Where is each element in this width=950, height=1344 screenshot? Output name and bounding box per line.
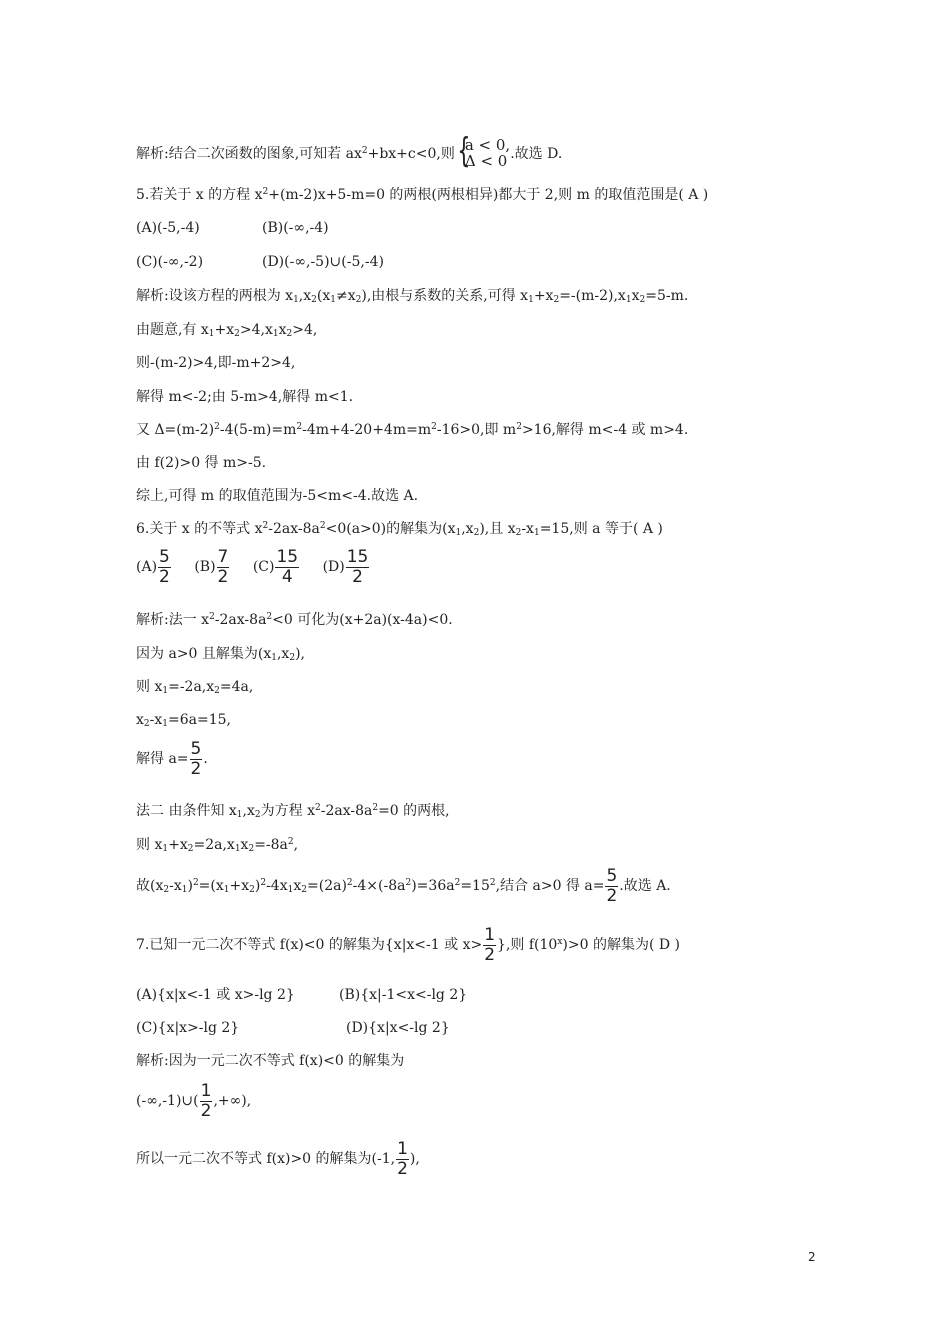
solution-7-line-2: (-∞,-1)∪( $\frac{1}{2}$ ,+∞),	[136, 1081, 252, 1121]
solution-7-line-3: 所以一元二次不等式 f(x)>0 的解集为(-1, $\frac{1}{2}$ ),	[136, 1139, 420, 1179]
solution-4-line: 解析:结合二次函数的图象,可知若 $ax^2+bx+c<0$,则 { a < 0, Δ < 0 .故选 D.	[136, 131, 563, 171]
fraction: $\frac{1}{2}$	[200, 1081, 212, 1121]
question-7-options-row1	[136, 988, 467, 1002]
fraction: $\frac{1}{2}$	[397, 1139, 408, 1179]
question-7-options-row2	[136, 1021, 450, 1035]
question-6-options	[136, 548, 370, 586]
option-b: (B){x|-1<x<-lg 2}	[339, 987, 468, 1003]
option-d: (D)(-∞,-5)∪(-5,-4)	[262, 254, 384, 270]
solution-6-line-7: 则 $x_1+x_2=2a,x_1x_2=-8a^2$,	[136, 837, 299, 854]
fraction: $\frac{7}{2}$	[217, 547, 229, 587]
option-b: (B)(-∞,-4)	[262, 220, 329, 236]
solution-6-line-8: 故$(x_2-x_1)^2=(x_1+x_2)^2-4x_1x_2=(2a)^2-4\times(-8a^2)=36a^2=15^2$,结合 a>0 得 a= $\frac{5}{2}$ .故选 A.	[136, 866, 671, 906]
fraction: $\frac{15}{4}$	[276, 547, 299, 587]
solution-5-line-3: 则-(m-2)>4,即-m+2>4,	[136, 355, 296, 371]
option-b: (B) $\frac{7}{2}$	[194, 547, 229, 587]
option-c: (C) $\frac{15}{4}$	[252, 547, 299, 587]
option-c: (C)(-∞,-2)	[136, 254, 204, 270]
question-6: 6.关于 x 的不等式 $x^2-2ax-8a^2<0(a>0)$的解集为$(x_1,x_2)$,且 $x_2-x_1=15$,则 a 等于( A )	[136, 521, 663, 538]
solution-5-line-2: 由题意,有 $x_1+x_2>4,x_1x_2>4$,	[136, 322, 318, 339]
solution-5-line-4: 解得 m<-2;由 5-m>4,解得 m<1.	[136, 389, 354, 405]
page-number: 2	[808, 1250, 816, 1264]
solution-6-line-6: 法二 由条件知 $x_1,x_2$为方程 $x^2-2ax-8a^2=0$ 的两根,	[136, 803, 450, 820]
solution-5-line-6: 由 f(2)>0 得 m>-5.	[136, 455, 267, 471]
solution-6-line-2: 因为 a>0 且解集为$(x_1,x_2)$,	[136, 646, 305, 663]
fraction: $\frac{5}{2}$	[159, 547, 170, 587]
option-a: (A) $\frac{5}{2}$	[136, 547, 170, 587]
solution-6-line-3: 则 $x_1=-2a,x_2=4a$,	[136, 679, 254, 696]
solution-6-line-1: 解析:法一 $x^2-2ax-8a^2<0$ 可化为(x+2a)(x-4a)<0.	[136, 612, 453, 628]
solution-5-line-7: 综上,可得 m 的取值范围为-5<m<-4.故选 A.	[136, 488, 419, 504]
solution-5-line-1: 解析:设该方程的两根为 $x_1,x_2(x_1\ne x_2)$,由根与系数的关系,可得 $x_1+x_2=-(m-2),x_1x_2=5-m$.	[136, 288, 689, 305]
inequality-system: { a < 0, Δ < 0	[457, 131, 511, 171]
option-a: (A){x|x<-1 或 x>-lg 2}	[136, 987, 295, 1003]
fraction: $\frac{1}{2}$	[484, 925, 496, 965]
question-5: 5.若关于 x 的方程 $x^2+(m-2)x+5-m=0$ 的两根(两根相异)都大于 2,则 m 的取值范围是( A )	[136, 187, 709, 203]
solution-6-line-5: 解得 a= $\frac{5}{2}$ .	[136, 739, 208, 779]
fraction: $\frac{5}{2}$	[606, 866, 618, 906]
fraction: $\frac{5}{2}$	[190, 739, 202, 779]
option-a: (A)(-5,-4)	[136, 220, 200, 236]
solution-7-line-1: 解析:因为一元二次不等式 f(x)<0 的解集为	[136, 1053, 405, 1069]
option-c: (C){x|x>-lg 2}	[136, 1020, 240, 1036]
question-5-options-row1	[136, 221, 329, 235]
solution-6-line-4: $x_2-x_1=6a=15$,	[136, 712, 231, 729]
option-d: (D){x|x<-lg 2}	[346, 1020, 450, 1036]
option-d: (D) $\frac{15}{2}$	[322, 547, 369, 587]
fraction: $\frac{15}{2}$	[346, 547, 369, 587]
question-7: 7.已知一元二次不等式 f(x)<0 的解集为{x|x<-1 或 x> $\frac{1}{2}$ },则 $f(10^x)>0$ 的解集为( D )	[136, 925, 680, 965]
question-5-options-row2	[136, 255, 384, 269]
solution-5-line-5: 又 $\Delta=(m-2)^2-4(5-m)=m^2-4m+4-20+4m=m^2-16>0$,即 $m^2>16$,解得 m<-4 或 m>4.	[136, 422, 689, 438]
